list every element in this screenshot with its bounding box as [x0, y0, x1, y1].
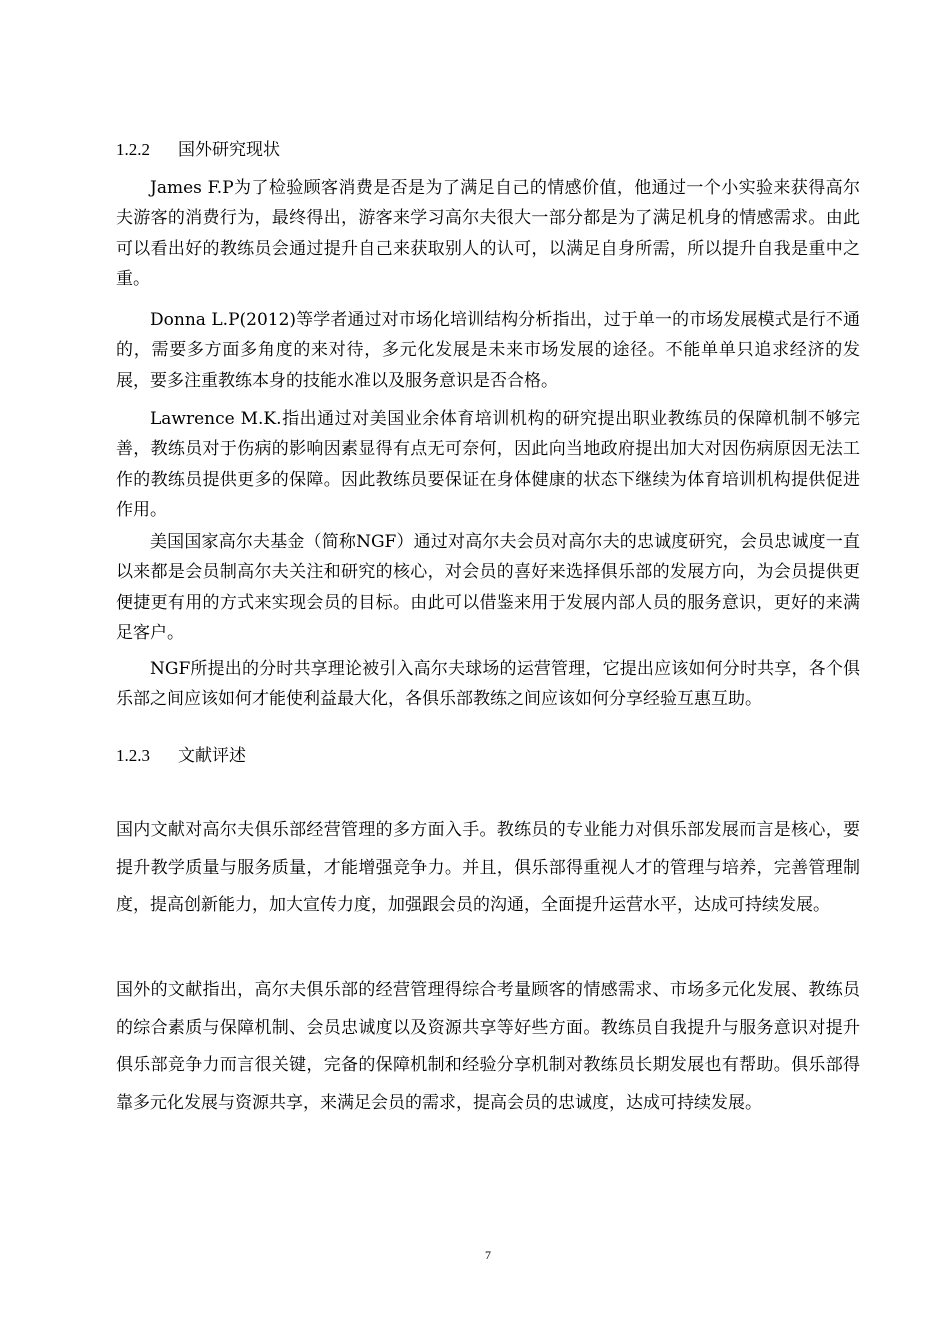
section-heading-1-2-2 — [116, 139, 280, 161]
section-title: 国外研究现状 — [178, 140, 280, 160]
paragraph-james: James F.P为了检验顾客消费是否是为了满足自己的情感价值，他通过一个小实验来获得高尔夫游客的消费行为，最终得出，游客来学习高尔夫很大一部分都是为了满足机身的情感需求。由此可以看出好的教练员会通过提升自己来获取别人的认可，以满足自身所需，所以提升自我是重中之重。 — [116, 178, 860, 290]
paragraph-domestic-review: 国内文献对高尔夫俱乐部经营管理的多方面入手。教练员的专业能力对俱乐部发展而言是核心，要提升教学质量与服务质量，才能增强竞争力。并且，俱乐部得重视人才的管理与培养，完善管理制度，提高创新能力，加大宣传力度，加强跟会员的沟通，全面提升运营水平，达成可持续发展。 — [116, 820, 860, 915]
section-number: 1.2.3 — [116, 746, 150, 765]
paragraph-lawrence: Lawrence M.K.指出通过对美国业余体育培训机构的研究提出职业教练员的保障机制不够完善，教练员对于伤病的影响因素显得有点无可奈何，因此向当地政府提出加大对因伤病原因无法工作的教练员提供更多的保障。因此教练员要保证在身体健康的状态下继续为体育培训机构提供促进作用。 — [116, 409, 860, 521]
paragraph-donna: Donna L.P(2012)等学者通过对市场化培训结构分析指出，过于单一的市场发展模式是行不通的，需要多方面多角度的来对待，多元化发展是未来市场发展的途径。不能单单只追求经济的发展，要多注重教练本身的技能水准以及服务意识是否合格。 — [116, 310, 860, 391]
page-number: 7 — [485, 1248, 491, 1262]
section-number: 1.2.2 — [116, 140, 150, 159]
section-title: 文献评述 — [178, 746, 246, 766]
paragraph-ngf-loyalty: 美国国家高尔夫基金（简称NGF）通过对高尔夫会员对高尔夫的忠诚度研究，会员忠诚度一直以来都是会员制高尔夫关注和研究的核心，对会员的喜好来选择俱乐部的发展方向，为会员提供更便捷更有用的方式来实现会员的目标。由此可以借鉴来用于发展内部人员的服务意识，更好的来满足客户。 — [116, 532, 860, 644]
document-page — [116, 0, 860, 1344]
section-heading-1-2-3 — [116, 745, 246, 767]
paragraph-ngf-timeshare: NGF所提出的分时共享理论被引入高尔夫球场的运营管理，它提出应该如何分时共享，各个俱乐部之间应该如何才能使利益最大化，各俱乐部教练之间应该如何分享经验互惠互助。 — [116, 659, 860, 710]
paragraph-foreign-review: 国外的文献指出，高尔夫俱乐部的经营管理得综合考量顾客的情感需求、市场多元化发展、教练员的综合素质与保障机制、会员忠诚度以及资源共享等好些方面。教练员自我提升与服务意识对提升俱乐部竞争力而言很关键，完备的保障机制和经验分享机制对教练员长期发展也有帮助。俱乐部得靠多元化发展与资源共享，来满足会员的需求，提高会员的忠诚度，达成可持续发展。 — [116, 980, 860, 1113]
